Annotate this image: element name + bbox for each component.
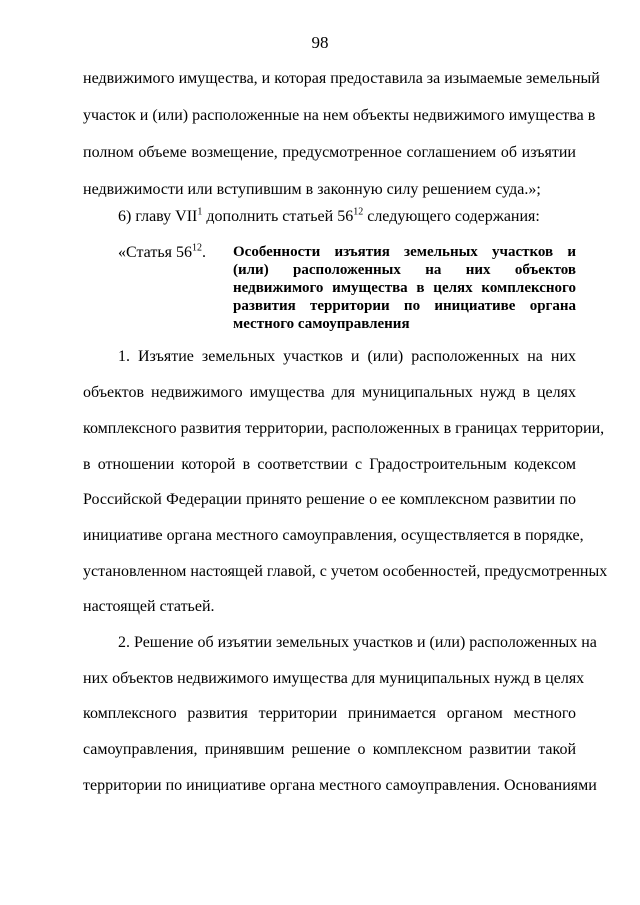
article-title-line: (или) расположенных на них объектов xyxy=(233,262,576,278)
article-label-dot: . xyxy=(201,244,206,261)
paragraph-line: полном объеме возмещение, предусмотренное соглашением об изъятии xyxy=(83,144,576,161)
page-number: 98 xyxy=(311,33,329,52)
paragraph-line: них объектов недвижимого имущества для муниципальных нужд в целях xyxy=(83,670,585,687)
paragraph-line: 2. Решение об изъятии земельных участков и (или) расположенных на xyxy=(118,634,597,651)
paragraph-line: в отношении которой в соответствии с Градостроительным кодексом xyxy=(83,456,576,473)
item-6-superscript: 1 xyxy=(197,206,203,218)
item-6-middle: дополнить статьей 56 xyxy=(202,208,354,225)
item-6-line xyxy=(118,207,576,227)
article-label-text: «Статья 56 xyxy=(118,244,192,261)
article-title-line: местного самоуправления xyxy=(233,316,410,332)
paragraph-line: недвижимого имущества, и которая предоставила за изымаемые земельный xyxy=(83,70,600,87)
item-6-prefix: 6) главу VII xyxy=(118,208,198,225)
item-6-suffix: следующего содержания: xyxy=(363,208,540,225)
paragraph-line: недвижимости или вступившим в законную силу решением суда.»; xyxy=(83,181,541,198)
paragraph-line: участок и (или) расположенные на нем объекты недвижимого имущества в xyxy=(83,107,596,124)
article-label-superscript: 12 xyxy=(191,242,202,254)
item-6-superscript: 12 xyxy=(353,206,364,218)
paragraph-line: самоуправления, принявшим решение о комплексном развитии такой xyxy=(83,741,576,758)
paragraph-line: инициативе органа местного самоуправления, осуществляется в порядке, xyxy=(83,527,584,544)
article-title-line: Особенности изъятия земельных участков и xyxy=(233,244,576,260)
article-label xyxy=(118,243,206,263)
paragraph-line: территории по инициативе органа местного самоуправления. Основаниями xyxy=(83,777,597,794)
paragraph-line: настоящей статьей. xyxy=(83,598,215,615)
paragraph-line: комплексного развития территории, расположенных в границах территории, xyxy=(83,420,605,437)
paragraph-line: комплексного развития территории принимается органом местного xyxy=(83,705,576,722)
paragraph-line: объектов недвижимого имущества для муниципальных нужд в целях xyxy=(83,384,576,401)
paragraph-line: 1. Изъятие земельных участков и (или) расположенных на них xyxy=(118,348,576,365)
paragraph-line: Российской Федерации принято решение о ее комплексном развитии по xyxy=(83,491,576,508)
article-title-line: недвижимого имущества в целях комплексного xyxy=(233,280,576,296)
paragraph-line: установленном настоящей главой, с учетом особенностей, предусмотренных xyxy=(83,563,608,580)
article-title-line: развития территории по инициативе органа xyxy=(233,298,576,314)
